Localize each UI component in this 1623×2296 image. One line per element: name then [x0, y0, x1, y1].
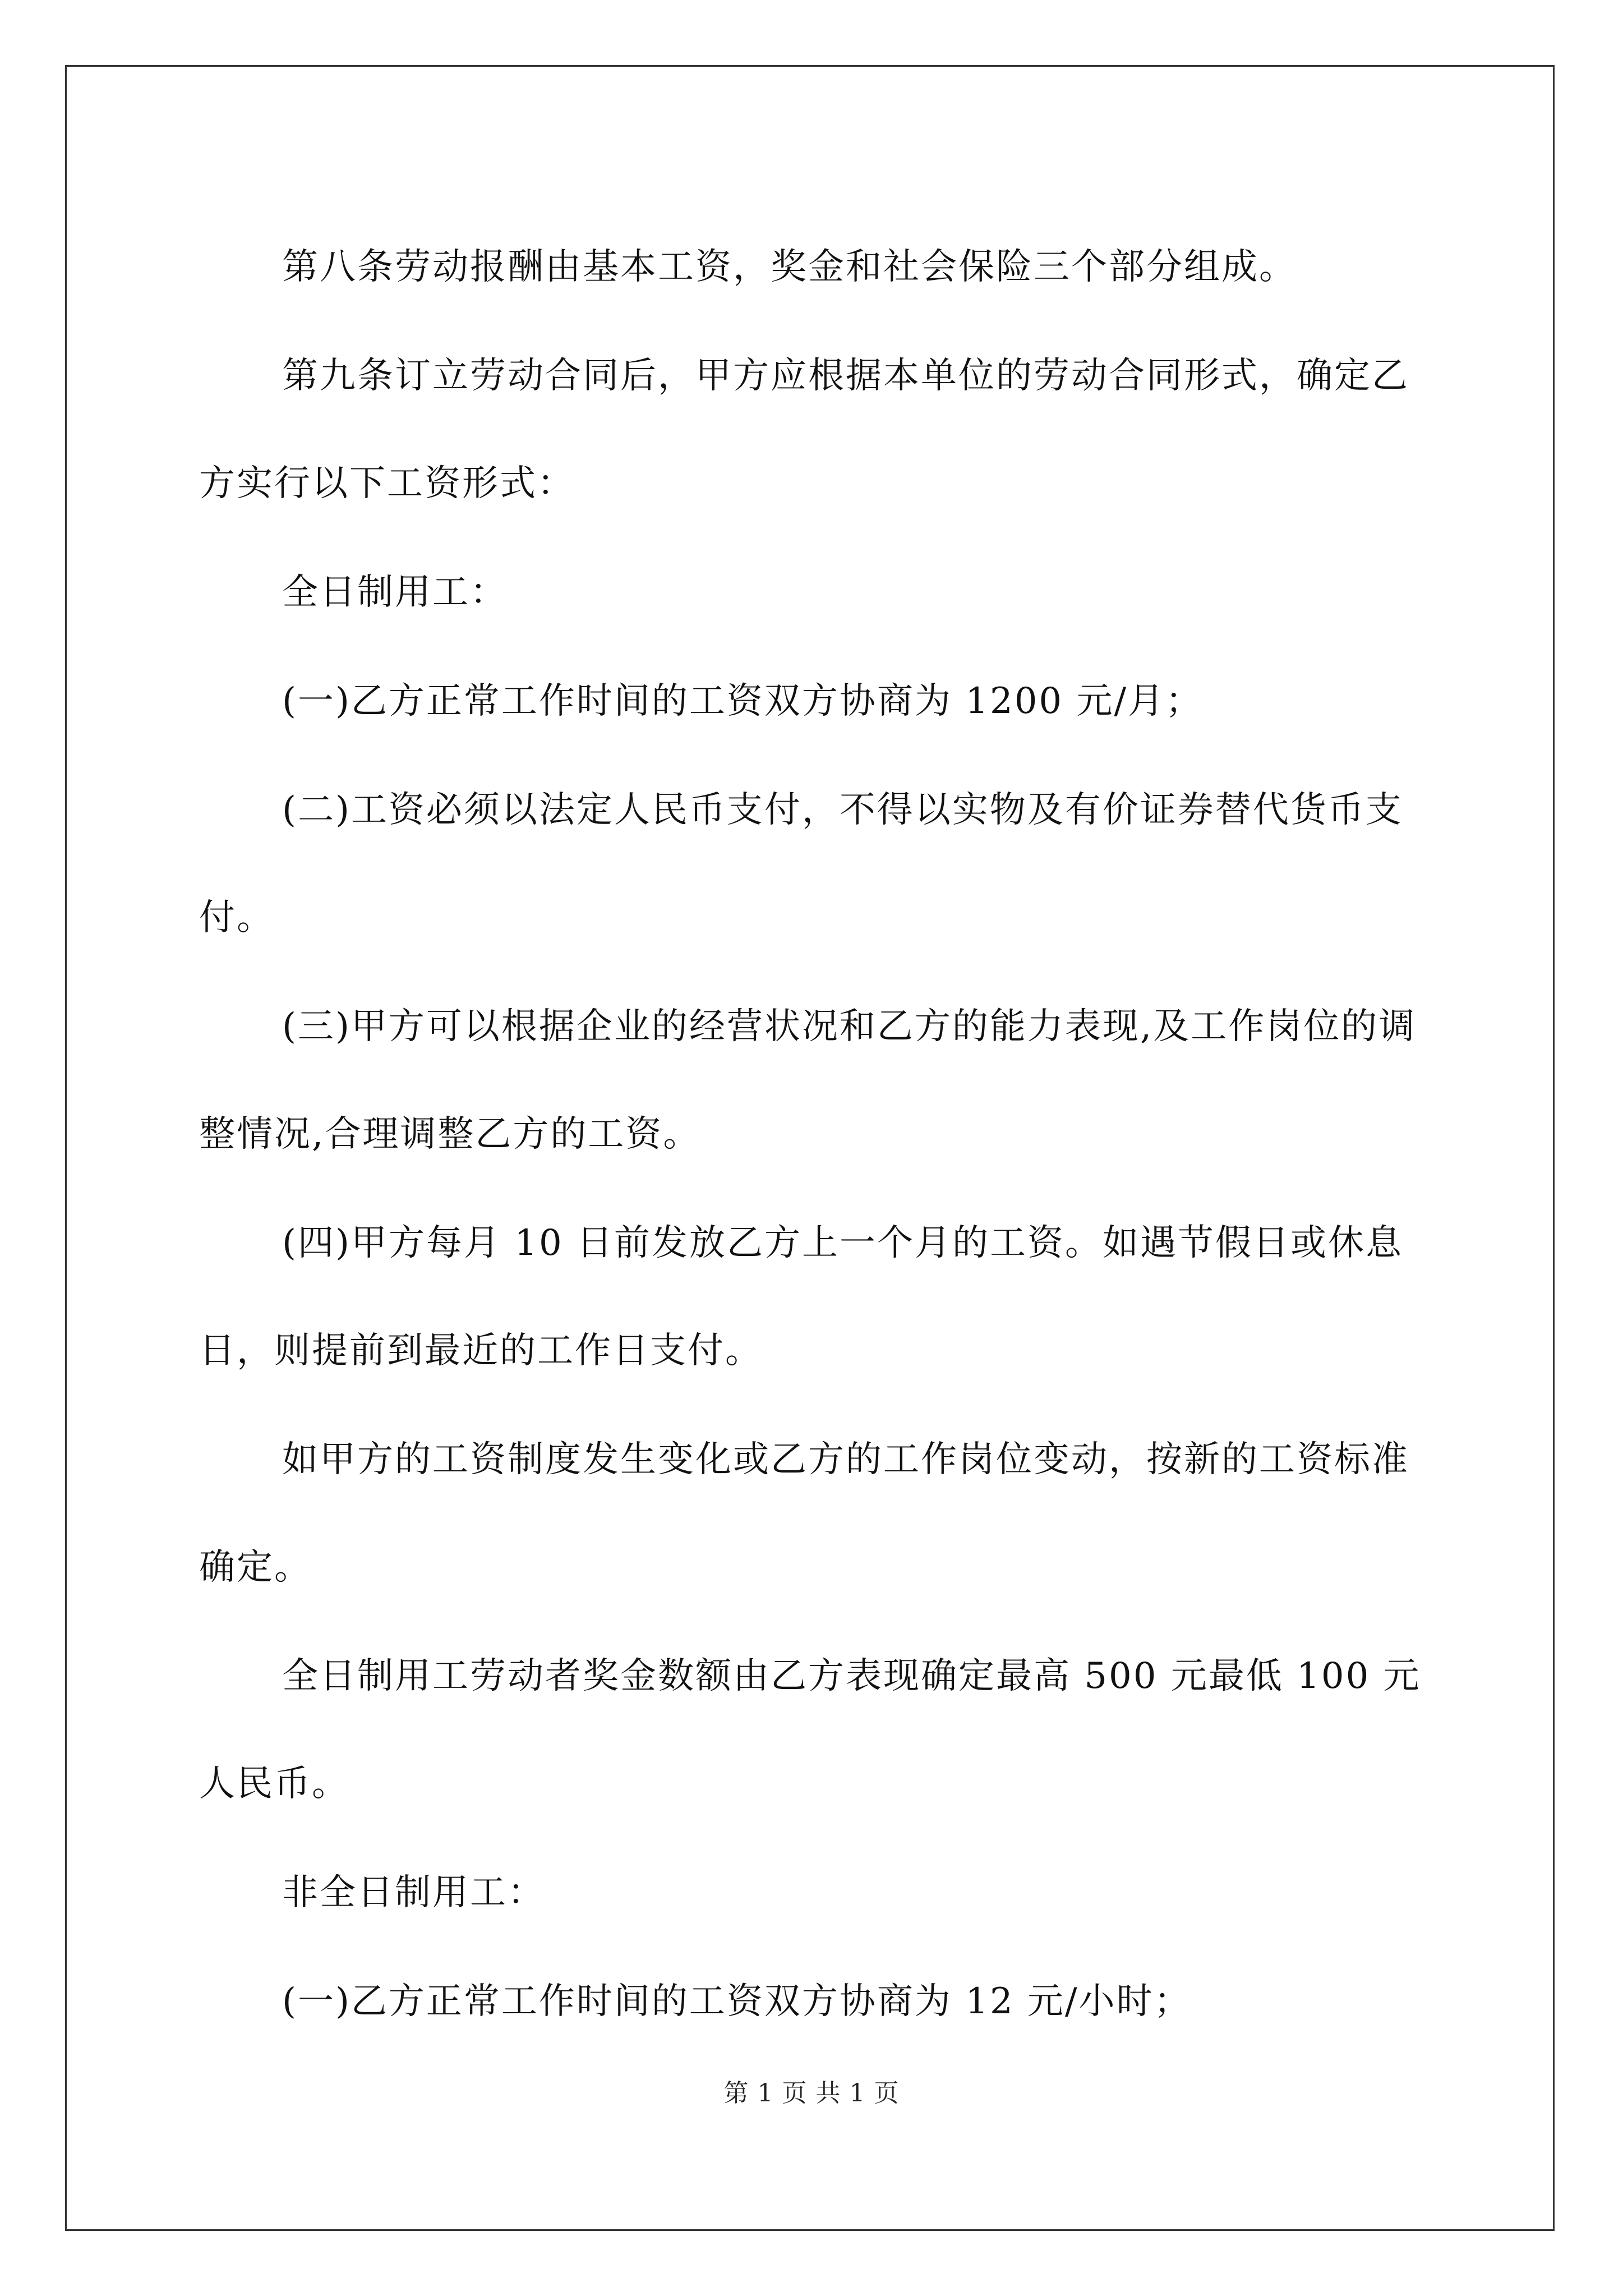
paragraph-full-time-heading: 全日制用工： [282, 572, 508, 613]
paragraph-part-time-item-1: (一)乙方正常工作时间的工资双方协商为 12 元/小时； [282, 1981, 1192, 2022]
paragraph-bonus: 全日制用工劳动者奖金数额由乙方表现确定最高 500 元最低 100 元人民币。 [199, 1655, 1421, 1805]
document-body [199, 213, 1433, 2056]
paragraph-part-time-heading: 非全日制用工： [282, 1872, 545, 1913]
paragraph-article-8: 第八条劳动报酬由基本工资，奖金和社会保险三个部分组成。 [282, 246, 1297, 288]
paragraph-wage-change: 如甲方的工资制度发生变化或乙方的工作岗位变动，按新的工资标准确定。 [199, 1439, 1409, 1588]
paragraph-item-3: (三)甲方可以根据企业的经营状况和乙方的能力表现,及工作岗位的调整情况,合理调整乙方的工资。 [199, 1006, 1417, 1155]
paragraph-article-9: 第九条订立劳动合同后，甲方应根据本单位的劳动合同形式，确定乙方实行以下工资形式： [199, 355, 1409, 504]
paragraph-item-4: (四)甲方每月 10 日前发放乙方上一个月的工资。如遇节假日或休息日，则提前到最近的工作日支付。 [199, 1222, 1404, 1372]
page-footer: 第 1 页 共 1 页 [723, 2079, 900, 2108]
paragraph-item-2: (二)工资必须以法定人民币支付，不得以实物及有价证券替代货币支付。 [199, 789, 1403, 938]
paragraph-item-1: (一)乙方正常工作时间的工资双方协商为 1200 元/月； [282, 680, 1204, 722]
